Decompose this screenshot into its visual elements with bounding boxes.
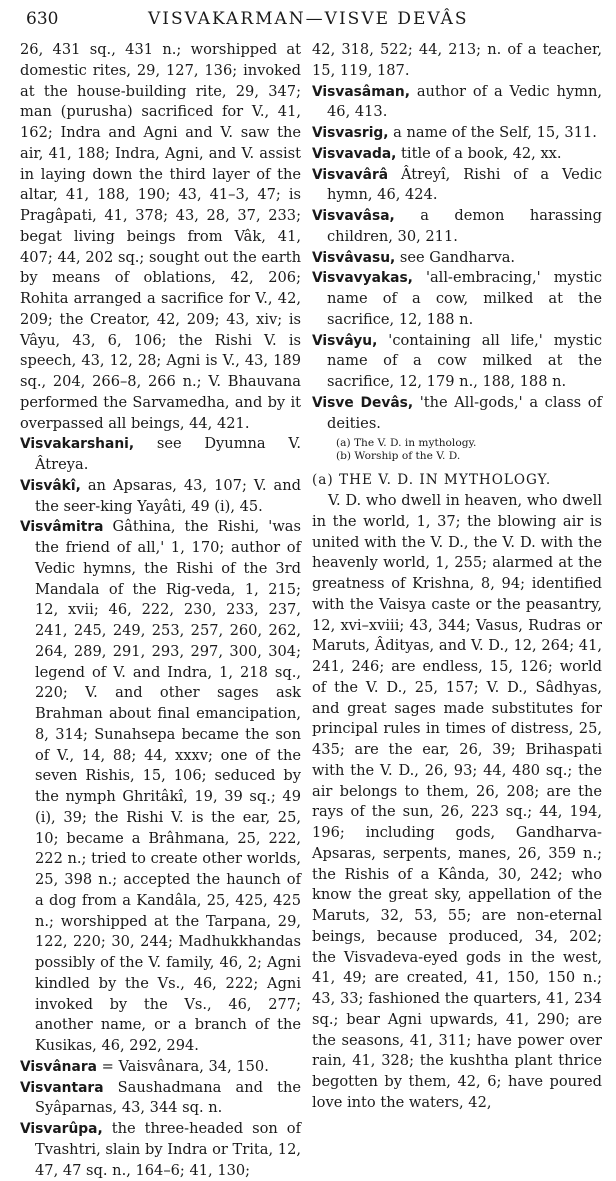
entry-headword: Visvakarshani, <box>20 436 135 453</box>
entry-headword: Visve Devâs, <box>312 394 414 411</box>
running-head: VISVAKARMAN—VISVE DEVÂS <box>148 9 469 29</box>
entry-headword: Visvasâman, <box>312 83 410 100</box>
entry-text: see Dyumna V. Âtreya. <box>35 435 301 473</box>
entry-headword: Visvarûpa, <box>20 1121 103 1137</box>
subsection-item: (a) The V. D. in mythology. <box>336 437 477 450</box>
left-column <box>20 40 301 1181</box>
entry-text: an Apsaras, 43, 107; V. and the seer-king Yayâti, 49 (i), 45. <box>35 476 301 515</box>
index-entry <box>20 1078 301 1120</box>
entry-headword: Visvâvasu, <box>312 249 396 266</box>
entry-headword: Visvâmitra <box>20 519 104 536</box>
index-entry <box>312 123 602 144</box>
section-paragraph: V. D. who dwell in heaven, who dwell in the world, 1, 37; the blowing air is united with the V. D., the V. D. with the heavenly world, 1, 255; alarmed at the greatness of Krishna, 8, 94; identified with the Vaisya caste or the peasantry, 12, xvi–xviii; 43, 344; Vasus, Rudras or Maruts, Âdityas, and V. D., 12, 264; 41, 241, 246; are endless, 15, 126; world of the V. D., 25, 157; V. D., Sâdhyas, and great sages made substitutes for principal rules in times of distress, 25, 435; are the ear, 26, 39; Brihaspati with the V. D., 26, 93; 44, 480 sq.; the air belongs to them, 26, 208; are the rays of the sun, 26, 223 sq.; 44, 194, 196; including gods, Gandharva-Apsaras, serpents, manes, 26, 359 n.; the Rishis of a Kânda, 30, 242; who know the great sky, appellation of the Maruts, 32, 53, 55; are non-eternal beings, because produced, 34, 202; the Visvadeva-eyed gods in the west, 41, 49; are created, 41, 150, 150 n.; 43, 33; fashioned the quarters, 41, 234 sq.; bear Agni upwards, 41, 290; are the seasons, 41, 311; have power over rain, 41, 328; the kushtha plant thrice begotten by them, 42, 6; have poured love into the waters, 42, <box>312 492 602 1111</box>
entry-text: 26, 431 sq., 431 n.; worshipped at domestic rites, 29, 127, 136; invoked at the house-building rite, 29, 347; man (purusha) sacrificed for V., 41, 162; Indra and Agni and V. saw the air, 41, 188; Indra, Agni, and V. assist in laying down the third layer of the altar, 41, 188, 190; 43, 41–3, 47; is Pragâpati, 41, 378; 43, 28, 37, 233; begat living beings from Vâk, 41, 407; 44, 202 sq.; sought out the earth by means of oblations, 42, 206; Rohita arranged a sacrifice for V., 42, 209; the Creator, 42, 209; 43, xiv; is Vâyu, 43, 6, 106; the Rishi V. is speech, 43, 12, 28; Agni is V., 43, 189 sq., 204, 266–8, 266 n.; V. Bhauvana performed the Sarvamedha, and by it overpassed all beings, 44, 421. <box>20 41 301 432</box>
page-number: 630 <box>26 9 59 29</box>
entry-text: = Vaisvânara, 34, 150. <box>96 1057 269 1075</box>
index-entry <box>20 517 301 1057</box>
entry-text: Gâthina, the Rishi, 'was the friend of all,' 1, 170; author of Vedic hymns, the Rishi of the 3rd Mandala of the Rig-veda, 1, 215; 12, xvii; 46, 222, 230, 233, 237, 241, 245, 249, 253, 257, 260, 262, 264, 289, 291, 293, 297, 300, 304; legend of V. and Indra, 1, 218 sq., 220; V. and other sages ask Brahman about final emancipation, 8, 314; Sunahsepa became the son of V., 14, 88; 44, xxxv; one of the seven Rishis, 15, 106; seduced by the nymph Ghritâkî, 19, 39 sq.; 49 (i), 39; the Rishi V. is the ear, 25, 10; became a Brâhmana, 25, 222, 222 n.; tried to create other worlds, 25, 398 n.; accepted the haunch of a dog from a Kandâla, 25, 425, 425 n.; worshipped at the Tarpana, 29, 122, 220; 30, 244; Madhukkhandas possibly of the V. family, 46, 2; Agni kindled by the Vs., 46, 222; Agni invoked by the Vs., 46, 277; another name, or a branch of the Kusikas, 46, 292, 294. <box>35 518 301 1054</box>
entry-text: a name of the Self, 15, 311. <box>388 124 597 141</box>
index-entry <box>20 1119 301 1181</box>
section-title: (a) THE V. D. IN MYTHOLOGY. <box>312 472 552 489</box>
entry-text: author of a Vedic hymn, 46, 413. <box>327 82 602 121</box>
entry-headword: Visvâkî, <box>20 477 81 494</box>
entry-text: 42, 318, 522; 44, 213; n. of a teacher, 15, 119, 187. <box>312 41 602 79</box>
subsection-list <box>312 437 602 463</box>
index-entry <box>312 268 602 330</box>
right-column <box>312 40 602 1114</box>
entry-headword: Visvavada, <box>312 145 397 162</box>
entry-headword: Visvavâsa, <box>312 208 395 224</box>
entry-text: 'the All-gods,' a class of deities. <box>327 393 602 432</box>
index-entry <box>312 393 602 435</box>
entry-headword: Visvasrig, <box>312 125 389 141</box>
entry-headword: Visvavyakas, <box>312 270 413 287</box>
continued-entry <box>312 40 602 82</box>
entry-text: see Gandharva. <box>395 248 516 266</box>
entry-text: 'all-embracing,' mystic name of a cow, milked at the sacrifice, 12, 188 n. <box>327 269 602 328</box>
index-entry <box>312 248 602 269</box>
right-column-entries <box>312 40 602 434</box>
entry-headword: Visvantara <box>20 1079 104 1096</box>
entry-text: title of a book, 42, xx. <box>396 144 562 162</box>
entry-text: Âtreyî, Rishi of a Vedic hymn, 46, 424. <box>327 165 602 204</box>
entry-text: a demon harassing children, 30, 211. <box>327 207 602 245</box>
entry-headword: Visvâyu, <box>312 332 378 349</box>
entry-headword: Visvavârâ <box>312 166 389 183</box>
entry-headword: Visvânara <box>20 1058 97 1075</box>
index-entry <box>20 476 301 518</box>
continued-entry <box>20 40 301 434</box>
index-entry <box>20 1057 301 1078</box>
entry-text: the three-headed son of Tvashtri, slain by Indra or Trita, 12, 47, 47 sq. n., 164–6; 41, 130; <box>35 1120 301 1179</box>
subsection-item: (b) Worship of the V. D. <box>336 450 461 463</box>
index-entry <box>312 206 602 248</box>
index-entry <box>312 165 602 207</box>
entry-text: 'containing all life,' mystic name of a cow milked at the sacrifice, 12, 179 n., 188, 188 n. <box>327 331 602 390</box>
index-entry <box>20 434 301 476</box>
index-entry <box>312 331 602 393</box>
entry-text: Saushadmana and the Syâparnas, 43, 344 sq. n. <box>35 1078 301 1117</box>
page-header <box>0 0 616 34</box>
index-entry <box>312 82 602 124</box>
index-entry <box>312 144 602 165</box>
